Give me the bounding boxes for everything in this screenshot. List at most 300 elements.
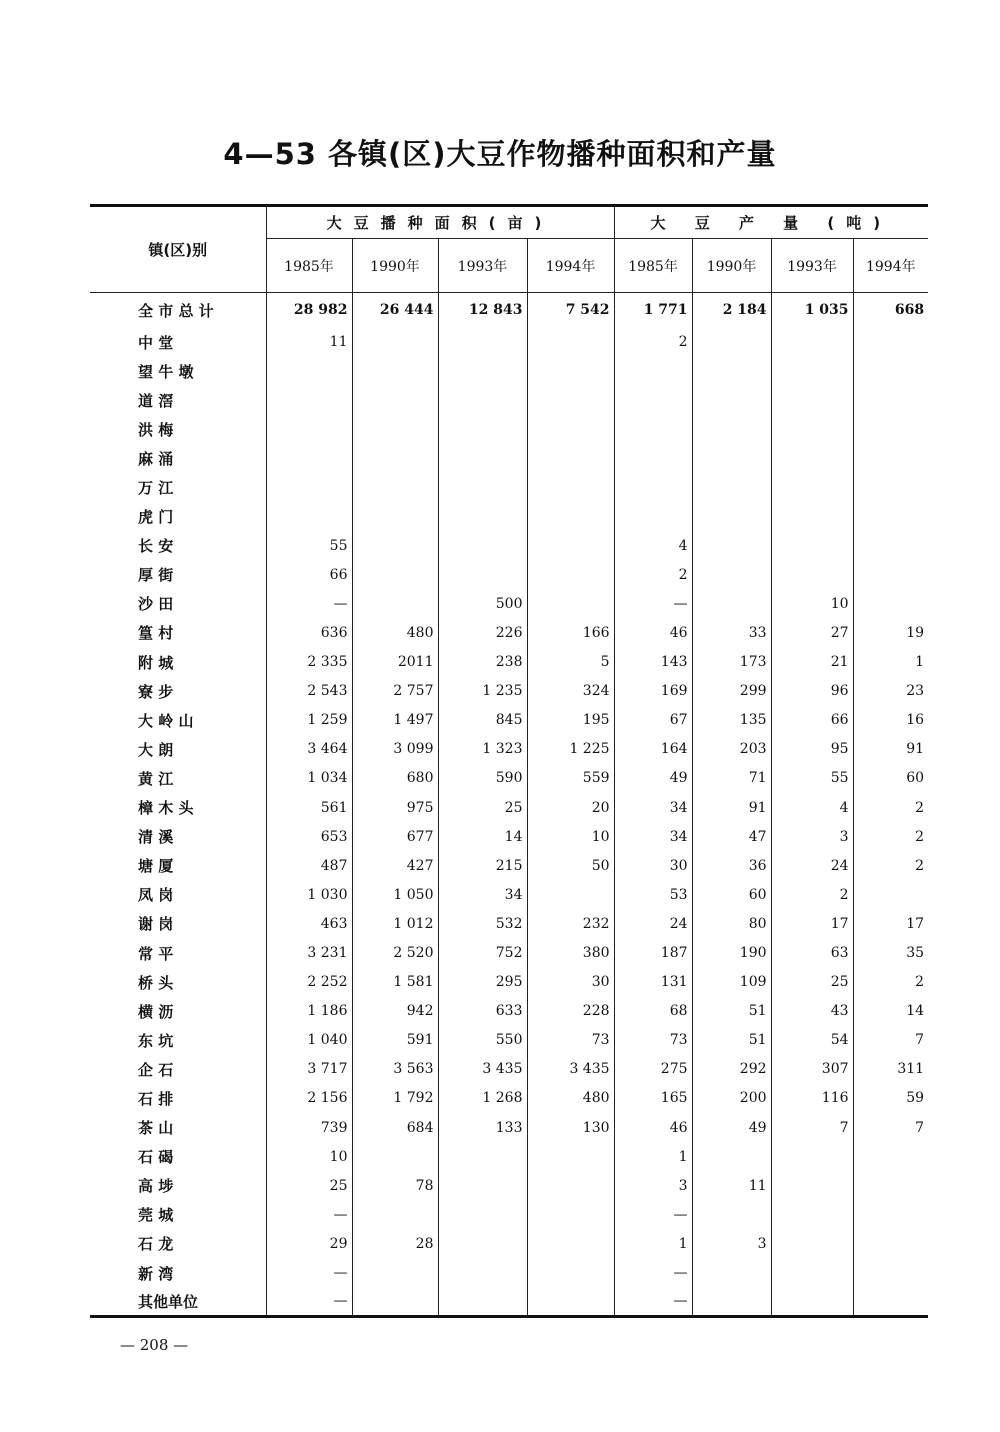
table-row bbox=[90, 1142, 928, 1171]
region-name: 东 坑 bbox=[90, 1026, 266, 1055]
region-name: 横 沥 bbox=[90, 997, 266, 1026]
area-cell bbox=[266, 444, 352, 473]
table-row bbox=[90, 968, 928, 997]
area-cell: 30 bbox=[527, 968, 614, 997]
output-cell bbox=[771, 502, 853, 531]
area-cell bbox=[527, 589, 614, 618]
output-cell: 68 bbox=[614, 997, 692, 1026]
area-cell: 500 bbox=[438, 589, 527, 618]
area-cell: — bbox=[266, 1200, 352, 1229]
area-cell bbox=[527, 473, 614, 502]
soybean-table bbox=[90, 204, 928, 1318]
region-name: 沙 田 bbox=[90, 589, 266, 618]
output-cell: 169 bbox=[614, 677, 692, 706]
area-cell bbox=[527, 1288, 614, 1317]
region-name: 谢 岗 bbox=[90, 909, 266, 938]
table-row bbox=[90, 706, 928, 735]
output-cell: 49 bbox=[614, 764, 692, 793]
table-row bbox=[90, 444, 928, 473]
area-cell bbox=[438, 531, 527, 560]
table-row bbox=[90, 764, 928, 793]
year-header: 1985年 bbox=[266, 239, 352, 293]
area-cell: 11 bbox=[266, 328, 352, 357]
output-cell bbox=[853, 1171, 928, 1200]
output-cell: 668 bbox=[853, 293, 928, 328]
area-cell bbox=[438, 357, 527, 386]
area-cell bbox=[527, 357, 614, 386]
area-cell bbox=[352, 531, 438, 560]
region-name: 长 安 bbox=[90, 531, 266, 560]
output-cell bbox=[771, 1259, 853, 1288]
output-cell: 173 bbox=[692, 648, 771, 677]
area-cell bbox=[352, 444, 438, 473]
table-row bbox=[90, 473, 928, 502]
area-cell: 427 bbox=[352, 851, 438, 880]
output-cell: 4 bbox=[614, 531, 692, 560]
table-row bbox=[90, 357, 928, 386]
region-name: 寮 步 bbox=[90, 677, 266, 706]
output-cell: 3 bbox=[771, 822, 853, 851]
area-cell bbox=[438, 1171, 527, 1200]
area-cell: 14 bbox=[438, 822, 527, 851]
area-cell: 653 bbox=[266, 822, 352, 851]
output-cell bbox=[771, 1171, 853, 1200]
area-cell bbox=[438, 1142, 527, 1171]
area-cell: 238 bbox=[438, 648, 527, 677]
output-cell bbox=[692, 1200, 771, 1229]
area-cell bbox=[352, 1259, 438, 1288]
area-cell bbox=[438, 1259, 527, 1288]
area-cell: 590 bbox=[438, 764, 527, 793]
area-cell: 3 563 bbox=[352, 1055, 438, 1084]
table-row bbox=[90, 1055, 928, 1084]
output-cell: 34 bbox=[614, 822, 692, 851]
output-cell bbox=[692, 560, 771, 589]
output-cell bbox=[692, 386, 771, 415]
table-row bbox=[90, 822, 928, 851]
output-cell: 292 bbox=[692, 1055, 771, 1084]
region-name: 附 城 bbox=[90, 648, 266, 677]
region-name: 黄 江 bbox=[90, 764, 266, 793]
output-cell: 187 bbox=[614, 938, 692, 967]
area-cell: 34 bbox=[438, 880, 527, 909]
area-cell bbox=[352, 502, 438, 531]
area-cell: 232 bbox=[527, 909, 614, 938]
output-cell: 7 bbox=[853, 1026, 928, 1055]
output-cell: 19 bbox=[853, 618, 928, 647]
area-cell: 636 bbox=[266, 618, 352, 647]
table-row bbox=[90, 735, 928, 764]
area-cell: 29 bbox=[266, 1229, 352, 1258]
output-cell: 190 bbox=[692, 938, 771, 967]
area-cell: 2011 bbox=[352, 648, 438, 677]
table-row bbox=[90, 1259, 928, 1288]
area-cell: 50 bbox=[527, 851, 614, 880]
output-cell: 1 035 bbox=[771, 293, 853, 328]
output-cell bbox=[771, 1229, 853, 1258]
output-cell bbox=[771, 1200, 853, 1229]
area-cell: 1 225 bbox=[527, 735, 614, 764]
output-cell: 34 bbox=[614, 793, 692, 822]
output-cell: 109 bbox=[692, 968, 771, 997]
output-cell bbox=[614, 357, 692, 386]
area-cell: 28 bbox=[352, 1229, 438, 1258]
output-cell bbox=[692, 1288, 771, 1317]
output-cell: 96 bbox=[771, 677, 853, 706]
output-cell: 200 bbox=[692, 1084, 771, 1113]
output-cell: 11 bbox=[692, 1171, 771, 1200]
output-cell bbox=[853, 531, 928, 560]
region-name: 万 江 bbox=[90, 473, 266, 502]
output-cell: 51 bbox=[692, 997, 771, 1026]
output-cell bbox=[771, 328, 853, 357]
region-name: 虎 门 bbox=[90, 502, 266, 531]
table-row bbox=[90, 677, 928, 706]
year-header: 1993年 bbox=[771, 239, 853, 293]
area-cell bbox=[438, 1288, 527, 1317]
output-cell: 1 bbox=[614, 1229, 692, 1258]
area-cell: 1 259 bbox=[266, 706, 352, 735]
area-cell bbox=[527, 880, 614, 909]
area-cell: 487 bbox=[266, 851, 352, 880]
output-cell bbox=[692, 328, 771, 357]
output-cell: 23 bbox=[853, 677, 928, 706]
output-cell bbox=[692, 1259, 771, 1288]
output-cell: 4 bbox=[771, 793, 853, 822]
output-cell bbox=[853, 444, 928, 473]
area-cell: 2 757 bbox=[352, 677, 438, 706]
output-cell bbox=[853, 1229, 928, 1258]
output-cell: — bbox=[614, 1259, 692, 1288]
output-cell: 53 bbox=[614, 880, 692, 909]
table-row bbox=[90, 1229, 928, 1258]
area-cell: 2 156 bbox=[266, 1084, 352, 1113]
area-cell bbox=[352, 1288, 438, 1317]
area-cell: 2 543 bbox=[266, 677, 352, 706]
table-row bbox=[90, 502, 928, 531]
area-cell: 1 268 bbox=[438, 1084, 527, 1113]
output-cell: 27 bbox=[771, 618, 853, 647]
region-name: 樟 木 头 bbox=[90, 793, 266, 822]
output-cell bbox=[771, 531, 853, 560]
output-cell: 2 bbox=[853, 793, 928, 822]
area-cell: 12 843 bbox=[438, 293, 527, 328]
area-cell: 3 435 bbox=[438, 1055, 527, 1084]
table-row bbox=[90, 880, 928, 909]
area-cell: 215 bbox=[438, 851, 527, 880]
area-cell bbox=[352, 415, 438, 444]
area-cell: — bbox=[266, 1259, 352, 1288]
area-cell: 1 034 bbox=[266, 764, 352, 793]
area-cell bbox=[527, 1259, 614, 1288]
region-name: 清 溪 bbox=[90, 822, 266, 851]
area-cell: 130 bbox=[527, 1113, 614, 1142]
output-cell: 1 771 bbox=[614, 293, 692, 328]
output-cell bbox=[692, 357, 771, 386]
table-row bbox=[90, 1026, 928, 1055]
output-cell: 55 bbox=[771, 764, 853, 793]
area-cell: 66 bbox=[266, 560, 352, 589]
area-cell: 1 186 bbox=[266, 997, 352, 1026]
region-name: 塘 厦 bbox=[90, 851, 266, 880]
region-name: 凤 岗 bbox=[90, 880, 266, 909]
region-name: 莞 城 bbox=[90, 1200, 266, 1229]
area-cell: 3 099 bbox=[352, 735, 438, 764]
output-cell: 46 bbox=[614, 618, 692, 647]
area-cell bbox=[438, 473, 527, 502]
table-row-total bbox=[90, 293, 928, 328]
area-cell: 3 717 bbox=[266, 1055, 352, 1084]
output-cell: 2 bbox=[771, 880, 853, 909]
output-cell bbox=[853, 502, 928, 531]
output-cell: 66 bbox=[771, 706, 853, 735]
area-cell: 942 bbox=[352, 997, 438, 1026]
region-name: 桥 头 bbox=[90, 968, 266, 997]
output-cell bbox=[614, 386, 692, 415]
area-cell bbox=[438, 560, 527, 589]
area-cell: 3 464 bbox=[266, 735, 352, 764]
table-row bbox=[90, 1171, 928, 1200]
output-cell: 54 bbox=[771, 1026, 853, 1055]
area-cell bbox=[266, 502, 352, 531]
region-name: 大 朗 bbox=[90, 735, 266, 764]
area-cell: 1 050 bbox=[352, 880, 438, 909]
area-cell: 1 235 bbox=[438, 677, 527, 706]
table-row bbox=[90, 1084, 928, 1113]
output-cell bbox=[853, 1142, 928, 1171]
output-cell: 16 bbox=[853, 706, 928, 735]
output-cell: 63 bbox=[771, 938, 853, 967]
area-cell: 7 542 bbox=[527, 293, 614, 328]
output-cell: 7 bbox=[771, 1113, 853, 1142]
table-row bbox=[90, 793, 928, 822]
output-cell: 91 bbox=[853, 735, 928, 764]
area-cell bbox=[527, 386, 614, 415]
output-cell: 2 bbox=[614, 560, 692, 589]
output-cell: 2 bbox=[853, 822, 928, 851]
area-cell bbox=[527, 1171, 614, 1200]
year-header: 1994年 bbox=[527, 239, 614, 293]
region-name: 中 堂 bbox=[90, 328, 266, 357]
area-cell: 25 bbox=[266, 1171, 352, 1200]
table-row bbox=[90, 909, 928, 938]
area-cell bbox=[527, 444, 614, 473]
output-cell: 311 bbox=[853, 1055, 928, 1084]
area-cell: 591 bbox=[352, 1026, 438, 1055]
output-cell: 7 bbox=[853, 1113, 928, 1142]
output-cell bbox=[614, 415, 692, 444]
table-row bbox=[90, 1288, 928, 1317]
area-cell: 1 792 bbox=[352, 1084, 438, 1113]
area-cell bbox=[438, 386, 527, 415]
area-cell: 1 323 bbox=[438, 735, 527, 764]
area-cell: 5 bbox=[527, 648, 614, 677]
area-cell bbox=[527, 531, 614, 560]
output-cell: 2 bbox=[853, 851, 928, 880]
area-cell bbox=[352, 1200, 438, 1229]
page-title: 4—53 各镇(区)大豆作物播种面积和产量 bbox=[223, 137, 777, 171]
table-row bbox=[90, 851, 928, 880]
area-cell: 2 335 bbox=[266, 648, 352, 677]
table-row bbox=[90, 1113, 928, 1142]
output-cell bbox=[771, 415, 853, 444]
output-cell bbox=[853, 386, 928, 415]
output-cell: 36 bbox=[692, 851, 771, 880]
output-cell: 67 bbox=[614, 706, 692, 735]
output-cell: 307 bbox=[771, 1055, 853, 1084]
area-cell bbox=[352, 357, 438, 386]
output-cell: 165 bbox=[614, 1084, 692, 1113]
area-cell: 561 bbox=[266, 793, 352, 822]
output-cell bbox=[853, 1288, 928, 1317]
output-cell bbox=[771, 357, 853, 386]
region-name: 道 滘 bbox=[90, 386, 266, 415]
area-group-header: 大豆播种面积(亩) bbox=[266, 206, 614, 239]
output-cell: 3 bbox=[692, 1229, 771, 1258]
year-header: 1994年 bbox=[853, 239, 928, 293]
table-row bbox=[90, 560, 928, 589]
area-cell: 3 435 bbox=[527, 1055, 614, 1084]
region-name: 石 碣 bbox=[90, 1142, 266, 1171]
area-cell: 1 040 bbox=[266, 1026, 352, 1055]
output-cell bbox=[692, 415, 771, 444]
table-row bbox=[90, 531, 928, 560]
output-cell: 35 bbox=[853, 938, 928, 967]
output-cell: 2 bbox=[614, 328, 692, 357]
area-cell: 295 bbox=[438, 968, 527, 997]
output-cell bbox=[771, 560, 853, 589]
output-cell: 131 bbox=[614, 968, 692, 997]
output-cell: 164 bbox=[614, 735, 692, 764]
area-cell: 1 012 bbox=[352, 909, 438, 938]
area-cell bbox=[438, 415, 527, 444]
region-name: 大 岭 山 bbox=[90, 706, 266, 735]
output-cell bbox=[853, 560, 928, 589]
area-cell bbox=[352, 386, 438, 415]
table-row bbox=[90, 938, 928, 967]
output-cell bbox=[853, 473, 928, 502]
output-cell: 116 bbox=[771, 1084, 853, 1113]
output-cell: 91 bbox=[692, 793, 771, 822]
output-cell: 95 bbox=[771, 735, 853, 764]
region-name: 全 市 总 计 bbox=[90, 293, 266, 328]
output-cell bbox=[692, 1142, 771, 1171]
area-cell: 463 bbox=[266, 909, 352, 938]
output-cell: 1 bbox=[853, 648, 928, 677]
output-cell: 30 bbox=[614, 851, 692, 880]
output-cell bbox=[853, 415, 928, 444]
area-cell: 2 252 bbox=[266, 968, 352, 997]
region-name: 望 牛 墩 bbox=[90, 357, 266, 386]
region-name: 石 排 bbox=[90, 1084, 266, 1113]
output-cell: 47 bbox=[692, 822, 771, 851]
output-cell bbox=[692, 589, 771, 618]
output-group-header: 大 豆 产 量 (吨) bbox=[614, 206, 928, 239]
table-row bbox=[90, 328, 928, 357]
year-header: 1990年 bbox=[692, 239, 771, 293]
output-cell: — bbox=[614, 1288, 692, 1317]
area-cell: 633 bbox=[438, 997, 527, 1026]
area-cell: 752 bbox=[438, 938, 527, 967]
area-cell: 10 bbox=[527, 822, 614, 851]
output-cell: 2 184 bbox=[692, 293, 771, 328]
area-cell: 680 bbox=[352, 764, 438, 793]
output-cell: 51 bbox=[692, 1026, 771, 1055]
area-cell: 684 bbox=[352, 1113, 438, 1142]
area-cell bbox=[352, 560, 438, 589]
output-cell: 143 bbox=[614, 648, 692, 677]
area-cell: 1 030 bbox=[266, 880, 352, 909]
page-number: — 208 — bbox=[120, 1336, 189, 1354]
output-cell bbox=[853, 357, 928, 386]
output-cell bbox=[853, 880, 928, 909]
region-name: 高 埗 bbox=[90, 1171, 266, 1200]
output-cell bbox=[692, 502, 771, 531]
area-cell: 73 bbox=[527, 1026, 614, 1055]
area-cell bbox=[352, 473, 438, 502]
area-cell bbox=[438, 1229, 527, 1258]
output-cell: 24 bbox=[771, 851, 853, 880]
region-name: 麻 涌 bbox=[90, 444, 266, 473]
area-cell: 324 bbox=[527, 677, 614, 706]
area-cell: 133 bbox=[438, 1113, 527, 1142]
output-cell: 21 bbox=[771, 648, 853, 677]
area-cell bbox=[352, 328, 438, 357]
area-cell bbox=[527, 328, 614, 357]
year-header: 1993年 bbox=[438, 239, 527, 293]
area-cell: 1 497 bbox=[352, 706, 438, 735]
area-cell: 480 bbox=[352, 618, 438, 647]
area-cell: 55 bbox=[266, 531, 352, 560]
area-cell bbox=[438, 444, 527, 473]
area-cell: 975 bbox=[352, 793, 438, 822]
area-cell: 166 bbox=[527, 618, 614, 647]
output-cell: 25 bbox=[771, 968, 853, 997]
output-cell: 73 bbox=[614, 1026, 692, 1055]
output-cell: 60 bbox=[853, 764, 928, 793]
area-cell: — bbox=[266, 1288, 352, 1317]
output-cell: 59 bbox=[853, 1084, 928, 1113]
region-name: 新 湾 bbox=[90, 1259, 266, 1288]
output-cell: 203 bbox=[692, 735, 771, 764]
region-name: 茶 山 bbox=[90, 1113, 266, 1142]
area-cell bbox=[352, 589, 438, 618]
output-cell bbox=[853, 328, 928, 357]
output-cell bbox=[771, 444, 853, 473]
output-cell: 24 bbox=[614, 909, 692, 938]
area-cell: 480 bbox=[527, 1084, 614, 1113]
area-cell bbox=[438, 328, 527, 357]
region-name: 其他单位 bbox=[90, 1288, 266, 1317]
area-cell bbox=[527, 1200, 614, 1229]
output-cell bbox=[692, 531, 771, 560]
area-cell: 195 bbox=[527, 706, 614, 735]
table-row bbox=[90, 1200, 928, 1229]
output-cell bbox=[614, 444, 692, 473]
output-cell: 49 bbox=[692, 1113, 771, 1142]
output-cell: 14 bbox=[853, 997, 928, 1026]
output-cell: 275 bbox=[614, 1055, 692, 1084]
table-row bbox=[90, 618, 928, 647]
area-cell: 380 bbox=[527, 938, 614, 967]
region-column-header: 镇(区)别 bbox=[90, 206, 266, 293]
area-cell bbox=[527, 1229, 614, 1258]
table-row bbox=[90, 997, 928, 1026]
table-row bbox=[90, 386, 928, 415]
output-cell bbox=[692, 473, 771, 502]
area-cell: 1 581 bbox=[352, 968, 438, 997]
area-cell: 532 bbox=[438, 909, 527, 938]
